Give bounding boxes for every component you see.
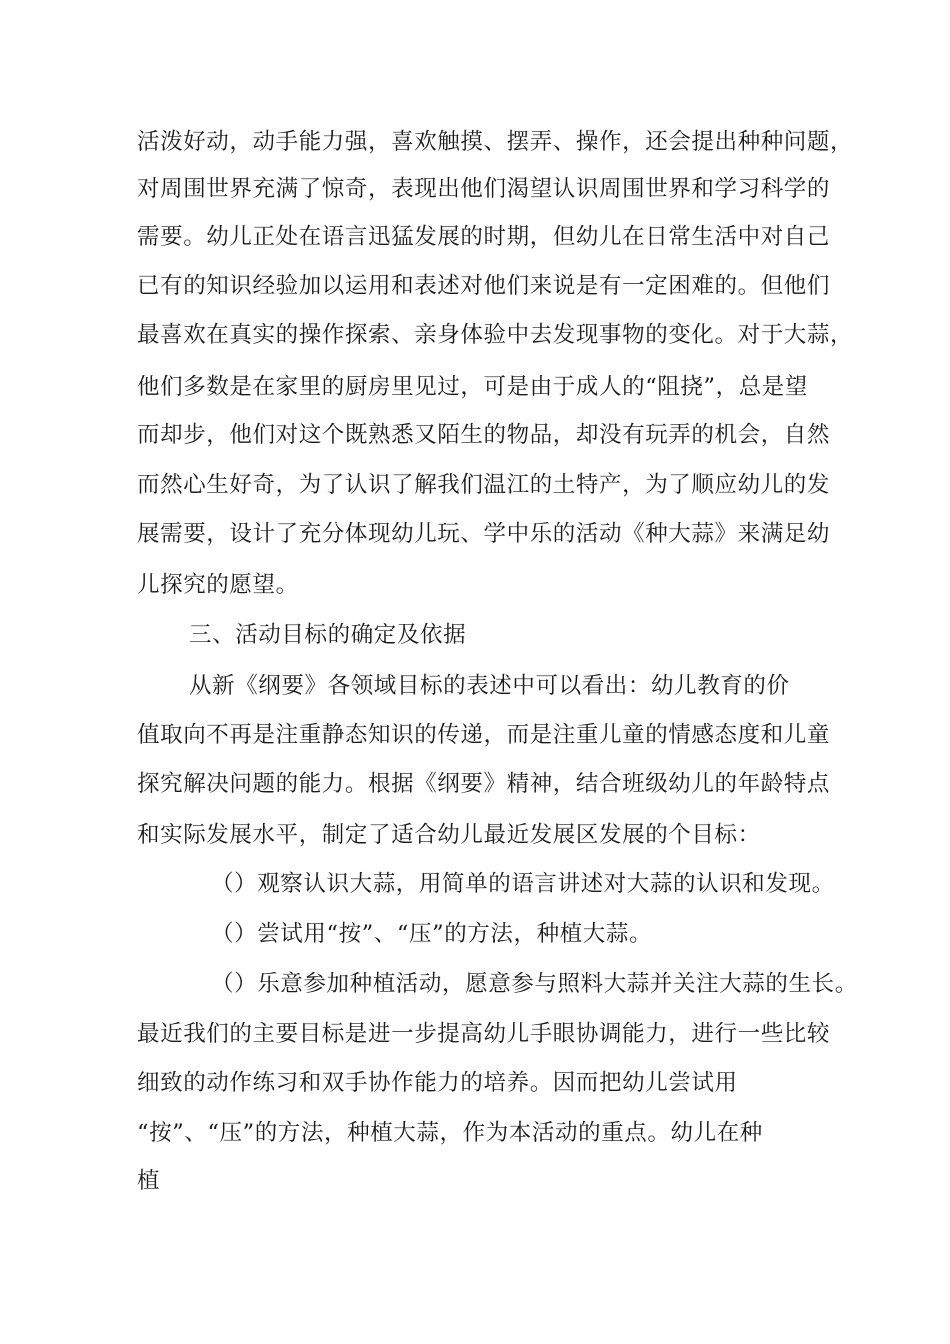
paragraph-line: 探究解决问题的能力。根据《纲要》精神，结合班级幼儿的年龄特点 (137, 771, 831, 797)
paragraph-line: 活泼好动，动手能力强，喜欢触摸、摆弄、操作，还会提出种种问题， (137, 129, 854, 155)
paragraph-line: 和实际发展水平，制定了适合幼儿最近发展区发展的个目标： (137, 822, 761, 848)
paragraph-line: 需要。幼儿正处在语言迅猛发展的时期，但幼儿在日常生活中对自己 (137, 224, 831, 250)
paragraph-line: 植 (137, 1168, 161, 1194)
goal-item: （）尝试用“按”、“压”的方法，种植大蒜。 (211, 921, 653, 947)
paragraph-line: “按”、“压”的方法，种植大蒜，作为本活动的重点。幼儿在种 (137, 1120, 763, 1146)
paragraph-line: 从新《纲要》各领域目标的表述中可以看出：幼儿教育的价 (189, 673, 790, 699)
goal-item: （）乐意参加种植活动，愿意参与照料大蒜并关注大蒜的生长。 (211, 971, 858, 997)
paragraph-line: 值取向不再是注重静态知识的传递，而是注重儿童的情感态度和儿童 (137, 722, 831, 748)
goal-item: （）观察认识大蒜，用简单的语言讲述对大蒜的认识和发现。 (211, 871, 835, 897)
paragraph-line: 已有的知识经验加以运用和表述对他们来说是有一定困难的。但他们 (137, 273, 831, 299)
paragraph-line: 细致的动作练习和双手协作能力的培养。因而把幼儿尝试用 (137, 1070, 738, 1096)
paragraph-line: 而然心生好奇，为了认识了解我们温江的土特产，为了顺应幼儿的发 (137, 472, 831, 498)
paragraph-line: 最近我们的主要目标是进一步提高幼儿手眼协调能力，进行一些比较 (137, 1021, 831, 1047)
paragraph-line: 最喜欢在真实的操作探索、亲身体验中去发现事物的变化。对于大蒜， (137, 322, 854, 348)
paragraph-line: 对周围世界充满了惊奇，表现出他们渴望认识周围世界和学习科学的 (137, 176, 831, 202)
paragraph-line: 儿探究的愿望。 (137, 572, 299, 598)
paragraph-line: 展需要，设计了充分体现幼儿玩、学中乐的活动《种大蒜》来满足幼 (137, 521, 831, 547)
paragraph-line: 而却步，他们对这个既熟悉又陌生的物品，却没有玩弄的机会，自然 (137, 422, 831, 448)
paragraph-line: 他们多数是在家里的厨房里见过，可是由于成人的“阻挠”，总是望 (137, 374, 809, 400)
section-heading: 三、活动目标的确定及依据 (189, 622, 467, 648)
